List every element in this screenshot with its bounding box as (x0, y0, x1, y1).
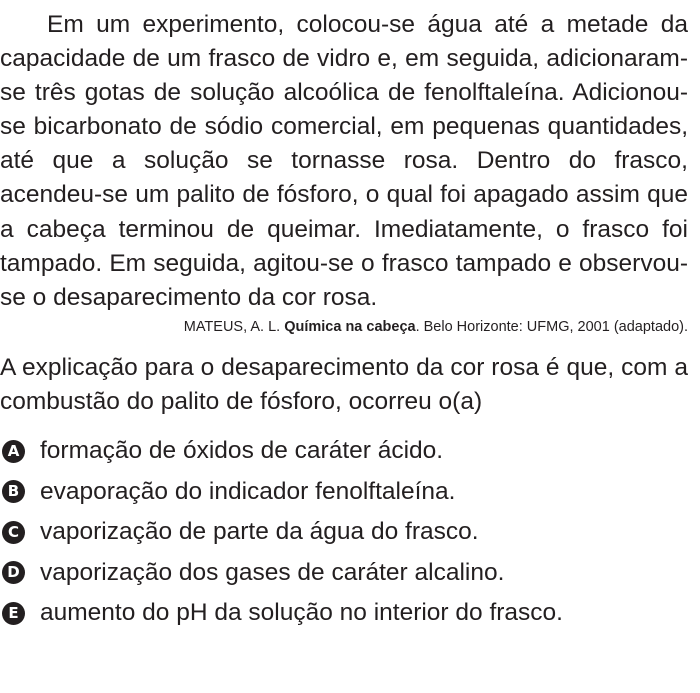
source-details: . Belo Horizonte: UFMG, 2001 (adaptado). (415, 318, 688, 335)
option-b[interactable] (0, 472, 688, 513)
option-d-letter-icon: D (2, 561, 25, 584)
option-b-text: evaporação do indicador fenolftaleína. (40, 477, 456, 505)
question-content (0, 8, 688, 634)
option-c-text: vaporização de parte da água do frasco. (40, 518, 479, 546)
question-stem: A explicação para o desaparecimento da cor rosa é que, com a combustão do palito de fósforo, ocorreu o(a) (0, 353, 688, 415)
option-a-text: formação de óxidos de caráter ácido. (40, 437, 444, 465)
option-e-text: aumento do pH da solução no interior do frasco. (40, 599, 563, 627)
passage-text: Em um experimento, colocou-se água até a metade da capacidade de um frasco de vidro e, em seguida, adicionaram-se três gotas de solução alcoólica de fenolftaleína. Adicionou-se bicarbonato de sódio comercial, em pequenas quantidades, até que a solução se tornasse rosa. Dentro do frasco, acendeu-se um palito de fósforo, o qual foi apagado assim que a cabeça terminou de queimar. Imediatamente, o frasco foi tampado. Em seguida, agitou-se o frasco tampado e observou-se o desaparecimento da cor rosa. (0, 11, 688, 311)
option-b-letter-icon: B (2, 480, 25, 503)
option-c[interactable] (0, 512, 688, 553)
option-c-letter-icon: C (2, 521, 25, 544)
option-d-text: vaporização dos gases de caráter alcalino. (40, 558, 505, 586)
option-d[interactable] (0, 553, 688, 594)
answer-options (0, 431, 688, 634)
option-a-letter-icon: A (2, 440, 25, 463)
option-a[interactable] (0, 431, 688, 472)
option-e[interactable] (0, 593, 688, 634)
source-author: MATEUS, A. L. (183, 318, 285, 335)
option-e-letter-icon: E (2, 602, 25, 625)
source-citation (0, 317, 688, 337)
source-title: Química na cabeça (284, 318, 416, 335)
